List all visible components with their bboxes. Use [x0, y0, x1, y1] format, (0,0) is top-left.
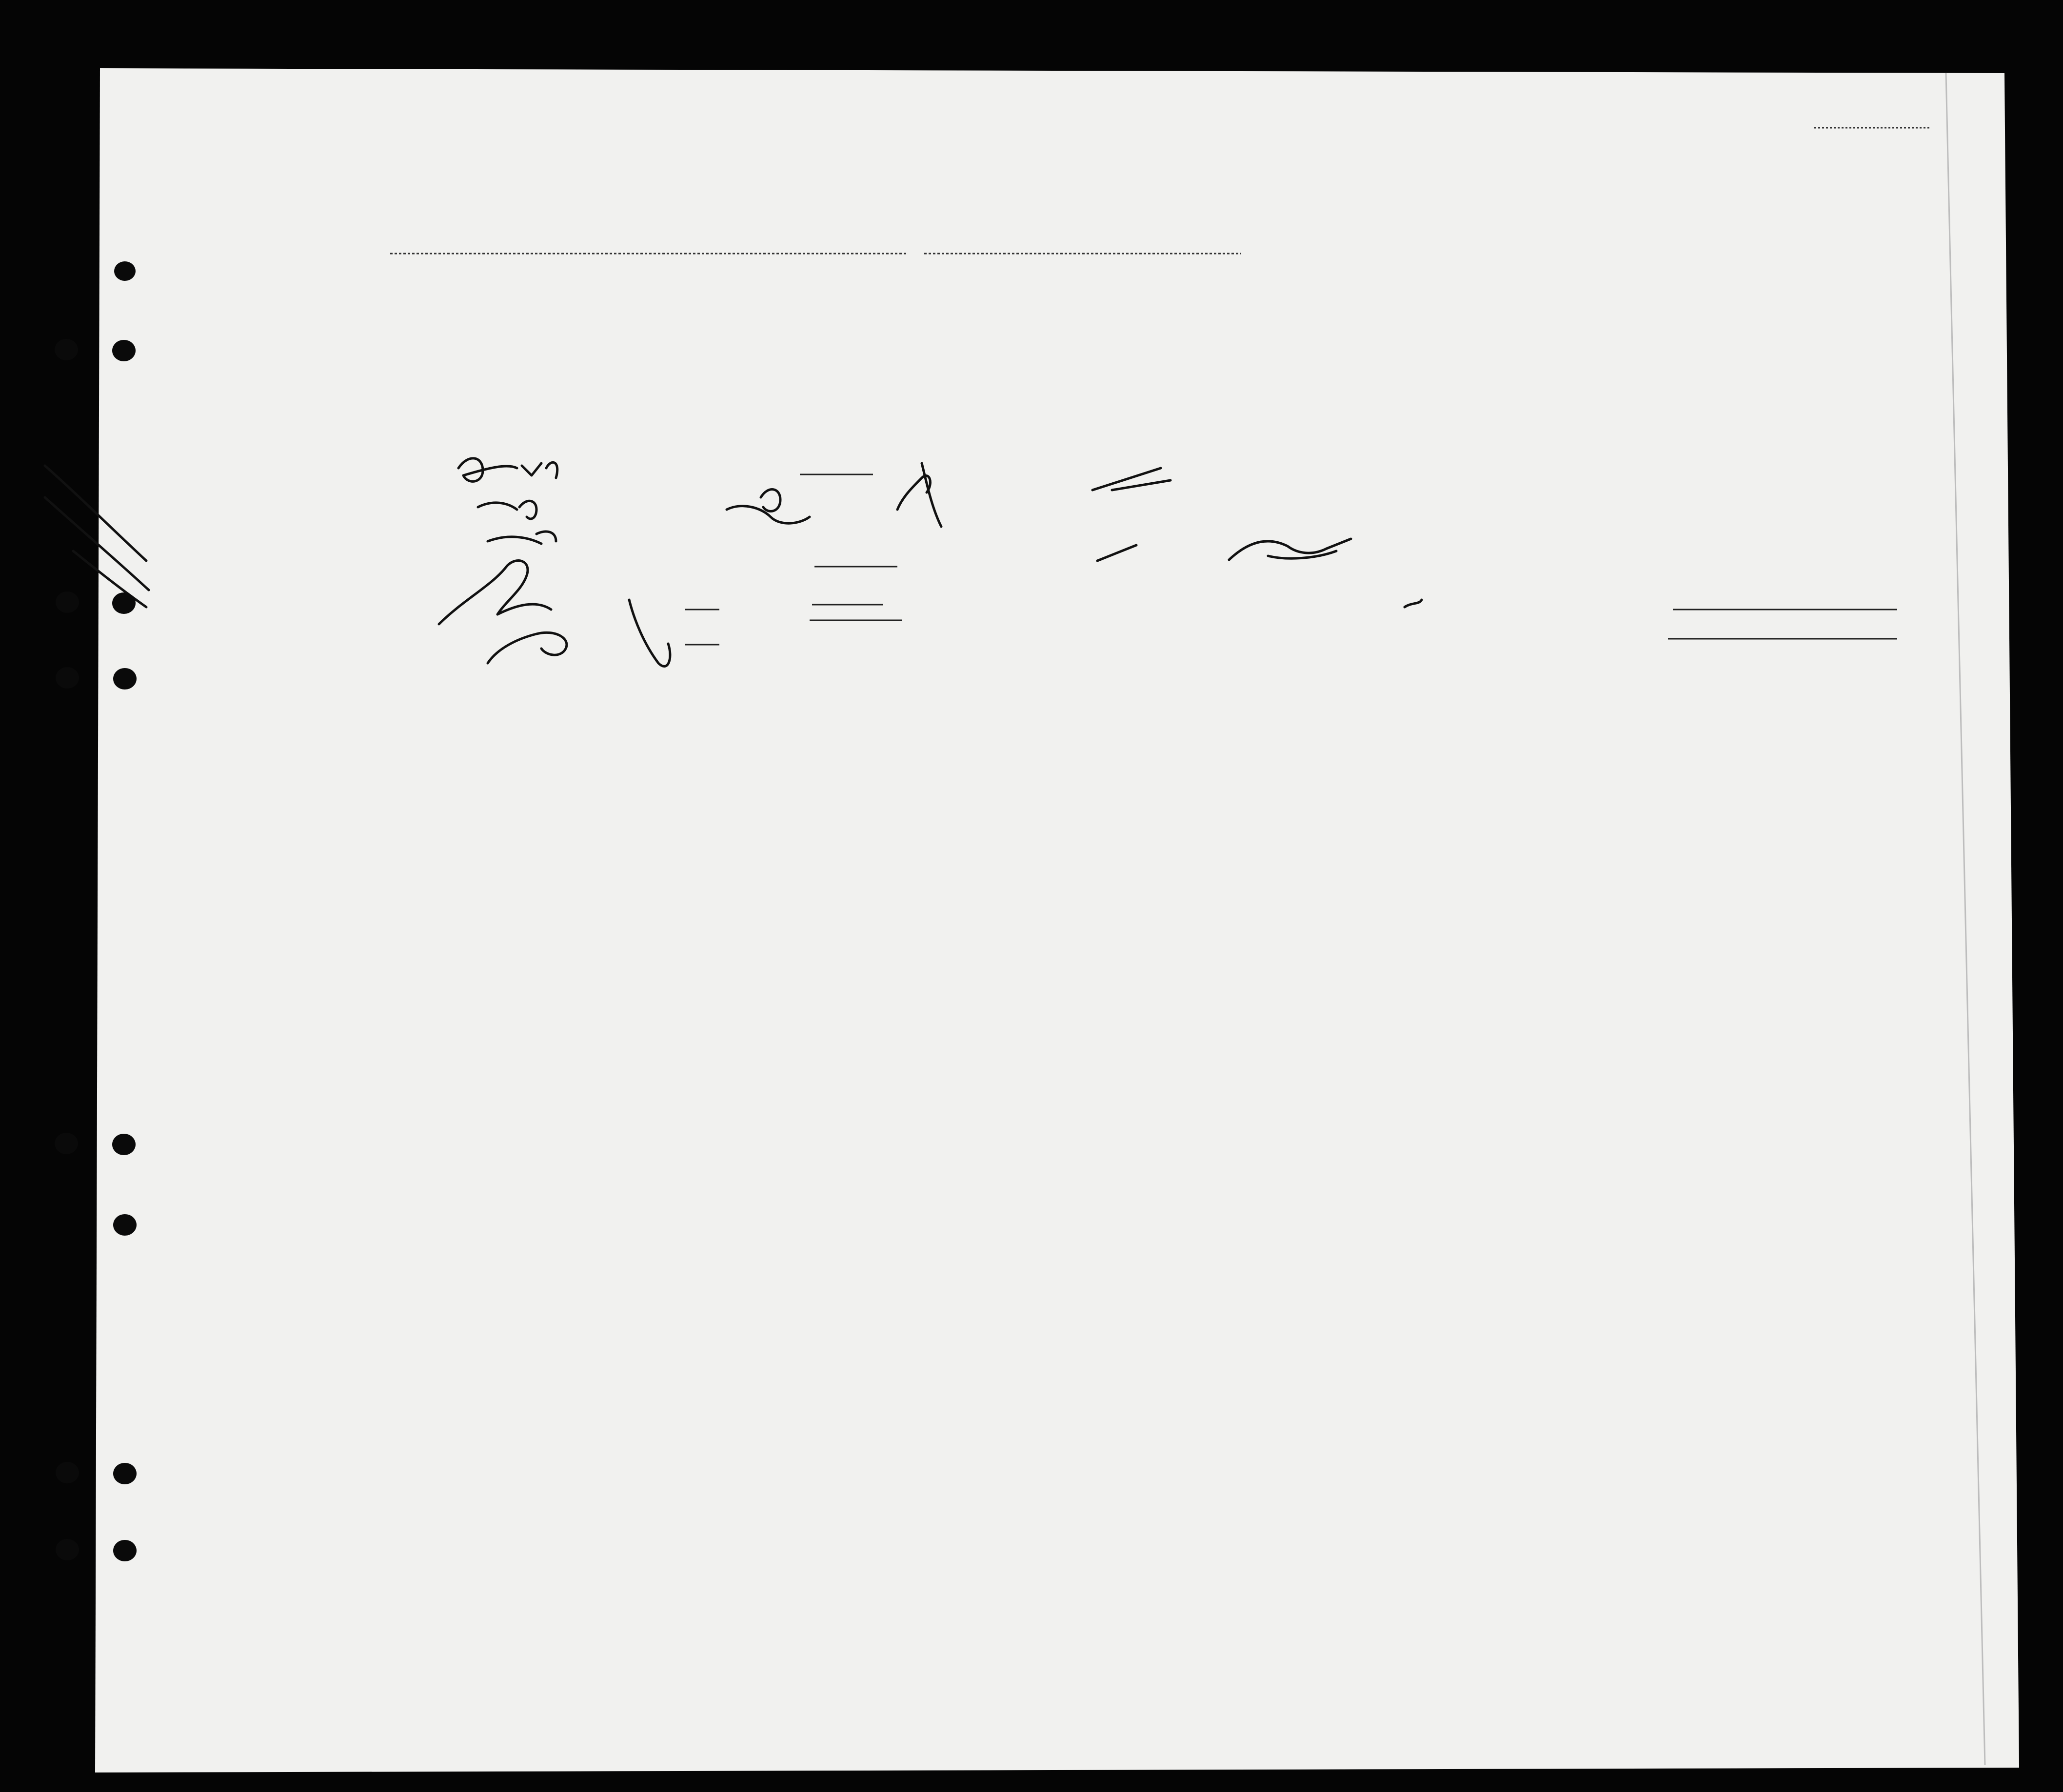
- punch-hole: [56, 1462, 79, 1483]
- punch-hole: [114, 261, 136, 281]
- punch-hole: [113, 1463, 137, 1484]
- punch-hole: [55, 1133, 78, 1154]
- punch-hole: [112, 592, 136, 614]
- punch-hole: [56, 591, 79, 613]
- punch-hole: [56, 1539, 79, 1560]
- punch-hole: [112, 1134, 136, 1155]
- punch-hole: [113, 1214, 137, 1236]
- punch-hole: [112, 340, 136, 361]
- punch-hole: [55, 339, 78, 360]
- punch-hole: [113, 668, 137, 689]
- punch-hole: [56, 667, 79, 689]
- paper-sheet: [95, 68, 2019, 1772]
- punch-hole: [113, 1540, 137, 1561]
